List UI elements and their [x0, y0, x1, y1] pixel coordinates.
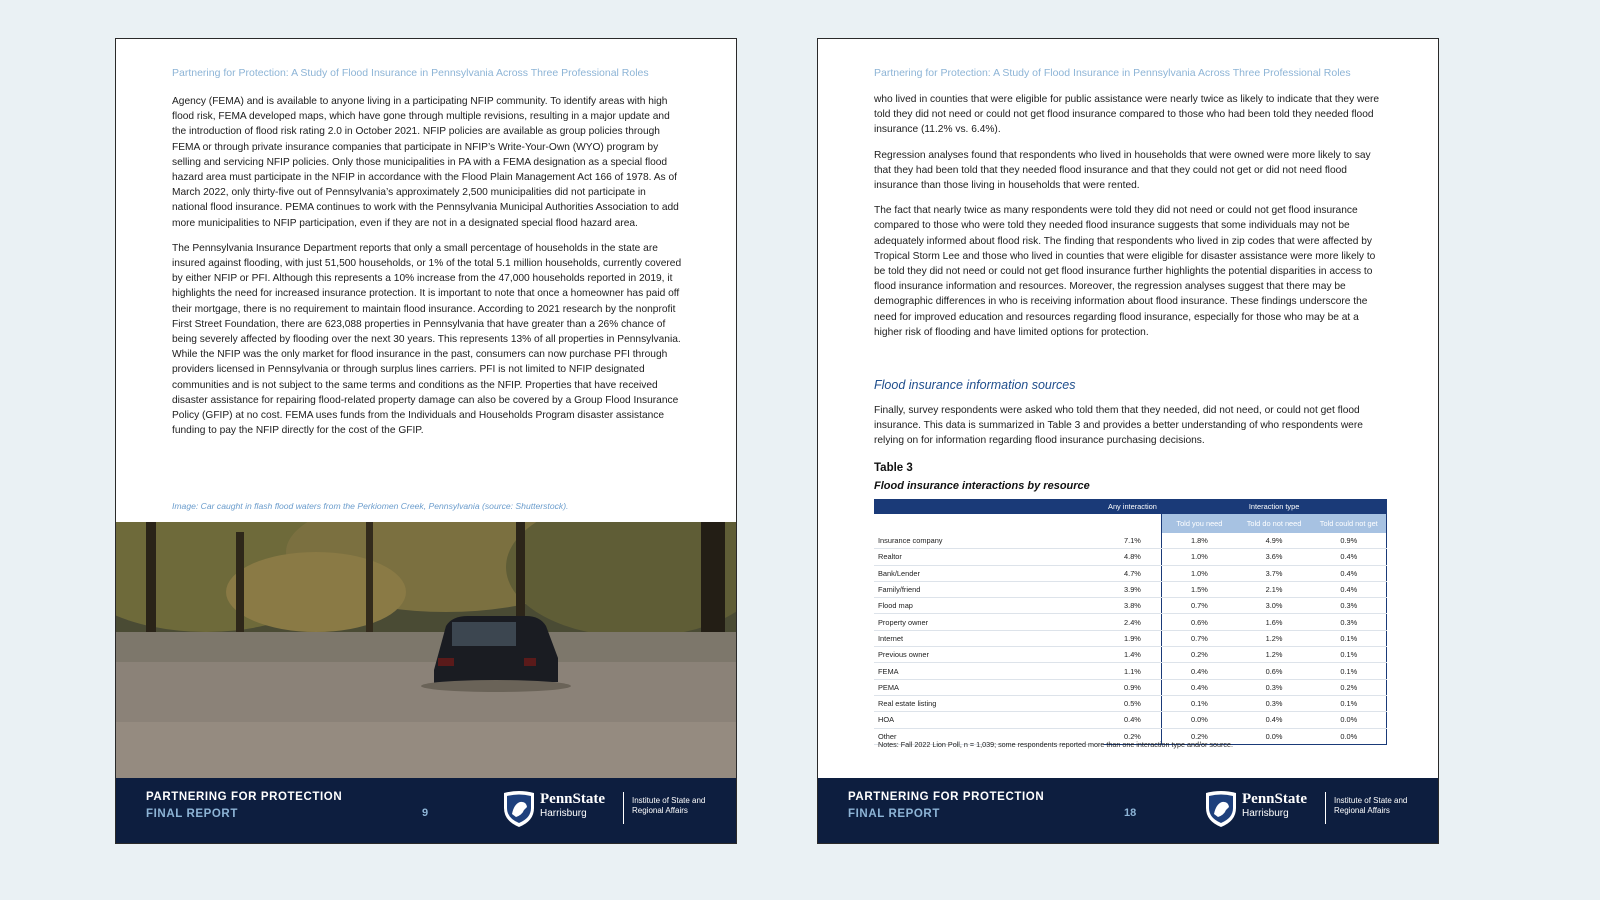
- cell-told-could-not-get: 0.1%: [1312, 663, 1387, 679]
- body-paragraph: The Pennsylvania Insurance Department reports that only a small percentage of households in the state are insured against flooding, with just 51,500 households, or 1% of the total 5.1 million households, currently covered by either NFIP or PFI. Although this represents a 10% increase from the 47,000 households reported in 2019, it highlights the need for increased insurance protection. It is important to note that once a homeowner has paid off their mortgage, there is no requirement to maintain flood insurance. According to 2021 research by the nonprofit First Street Foundation, there are 623,088 properties in Pennsylvania that have greater than a 26% chance of being severely affected by flooding over the next 30 years. This represents 13% of all properties in Pennsylvania. While the NFIP was the only market for flood insurance in the past, consumers can now purchase PFI through providers licensed in Pennsylvania or through surplus lines carriers. PFI is not limited to NFIP designated communities and is not subject to the same terms and conditions as the NFIP. Properties that have received disaster assistance for repairing flood-related property damage can also be covered by a Group Flood Insurance Policy (GFIP) at no cost. FEMA uses funds from the Individuals and Households Program disaster assistance funding to pay the NFIP directly for the cost of the GFIP.: [172, 242, 682, 437]
- logo-name: PennState: [540, 791, 605, 807]
- cell-told-you-need: 0.0%: [1162, 712, 1237, 728]
- running-head: Partnering for Protection: A Study of Flood Insurance in Pennsylvania Across Three Professional Roles: [172, 67, 649, 79]
- cell-any-interaction: 1.4%: [1104, 647, 1162, 663]
- cell-told-could-not-get: 0.4%: [1312, 549, 1387, 565]
- cell-told-do-not-need: 3.0%: [1237, 598, 1312, 614]
- table-row: [874, 630, 1387, 646]
- header-any-interaction: Any interaction: [1104, 499, 1162, 514]
- table-row: [874, 695, 1387, 711]
- cell-told-do-not-need: 1.6%: [1237, 614, 1312, 630]
- cell-any-interaction: 0.5%: [1104, 695, 1162, 711]
- pennstate-shield-icon: [1204, 790, 1238, 833]
- table-row: [874, 549, 1387, 565]
- table-row: [874, 712, 1387, 728]
- header-blank: [874, 514, 1104, 533]
- cell-told-you-need: 1.8%: [1162, 533, 1237, 549]
- cell-told-you-need: 1.0%: [1162, 565, 1237, 581]
- report-page-18: [817, 38, 1439, 844]
- cell-told-do-not-need: 1.2%: [1237, 647, 1312, 663]
- body-paragraph: who lived in counties that were eligible for public assistance were nearly twice as likely to indicate that they were told they did not need or could not get flood insurance compared to those who had been told they needed flood insurance (11.2% vs. 6.4%).: [874, 94, 1380, 136]
- cell-any-interaction: 4.8%: [1104, 549, 1162, 565]
- cell-told-you-need: 0.2%: [1162, 647, 1237, 663]
- cell-told-could-not-get: 0.3%: [1312, 614, 1387, 630]
- body-paragraph: Agency (FEMA) and is available to anyone living in a participating NFIP community. To identify areas with high flood risk, FEMA developed maps, which have gone through multiple revisions, resulting in a major update and the introduction of flood risk rating 2.0 in October 2021. NFIP policies are available as group policies through FEMA or through private insurance companies that participate in NFIP’s Write-Your-Own (WYO) program by selling and servicing NFIP policies. Only those municipalities in PA with a FEMA designation as a special flood hazard area must participate in the NFIP in accordance with the Flood Plain Management Act 166 of 1978. As of March 2022, only thirty-five out of Pennsylvania’s approximately 2,500 municipalities did not participate in national flood insurance. PEMA continues to work with the Pennsylvania Municipal Authorities Association to add more municipalities to NFIP participation, even if they are not in a designated special flood hazard area.: [172, 96, 679, 229]
- cell-told-do-not-need: 0.6%: [1237, 663, 1312, 679]
- table-sub-header-row: [874, 514, 1387, 533]
- cell-told-could-not-get: 0.0%: [1312, 728, 1387, 744]
- cell-resource: PEMA: [874, 679, 1104, 695]
- logo-name: PennState: [1242, 791, 1307, 807]
- cell-told-do-not-need: 1.2%: [1237, 630, 1312, 646]
- cell-resource: Other: [874, 728, 1104, 744]
- cell-any-interaction: 4.7%: [1104, 565, 1162, 581]
- cell-any-interaction: 0.9%: [1104, 679, 1162, 695]
- cell-any-interaction: 0.2%: [1104, 728, 1162, 744]
- table-subtitle: Flood insurance interactions by resource: [874, 480, 1090, 492]
- body-paragraph: Finally, survey respondents were asked who told them that they needed, did not need, or could not get flood insurance. This data is summarized in Table 3 and provides a better understanding of who respondents were relying on for information regarding flood insurance purchasing decisions.: [874, 405, 1363, 447]
- cell-any-interaction: 1.9%: [1104, 630, 1162, 646]
- header-interaction-type: Interaction type: [1162, 499, 1387, 514]
- footer-title: PARTNERING FOR PROTECTION: [146, 791, 343, 803]
- header-told-do-not-need: Told do not need: [1237, 514, 1312, 533]
- cell-told-do-not-need: 2.1%: [1237, 581, 1312, 597]
- cell-told-you-need: 0.4%: [1162, 663, 1237, 679]
- cell-any-interaction: 7.1%: [1104, 533, 1162, 549]
- table-notes: Notes: Fall 2022 Lion Poll, n = 1,039; some respondents reported more than one interaction type and/or source.: [878, 740, 1233, 749]
- header-told-could-not-get: Told could not get: [1312, 514, 1387, 533]
- cell-told-you-need: 0.1%: [1162, 695, 1237, 711]
- cell-resource: Previous owner: [874, 647, 1104, 663]
- cell-told-you-need: 0.6%: [1162, 614, 1237, 630]
- interactions-table: [874, 499, 1387, 745]
- table-row: [874, 565, 1387, 581]
- page-number: 18: [1124, 807, 1137, 819]
- logo-divider: [623, 792, 624, 824]
- table-row: [874, 647, 1387, 663]
- cell-told-do-not-need: 3.7%: [1237, 565, 1312, 581]
- cell-told-do-not-need: 0.0%: [1237, 728, 1312, 744]
- page-footer: [818, 778, 1438, 843]
- cell-resource: Insurance company: [874, 533, 1104, 549]
- logo-campus: Harrisburg: [540, 808, 587, 819]
- cell-told-could-not-get: 0.1%: [1312, 695, 1387, 711]
- institute-name: Institute of State and Regional Affairs: [1334, 796, 1408, 815]
- cell-told-do-not-need: 3.6%: [1237, 549, 1312, 565]
- cell-told-could-not-get: 0.2%: [1312, 679, 1387, 695]
- cell-told-you-need: 1.5%: [1162, 581, 1237, 597]
- logo-divider: [1325, 792, 1326, 824]
- table-row: [874, 598, 1387, 614]
- flood-photo: [116, 522, 736, 780]
- cell-told-could-not-get: 0.4%: [1312, 581, 1387, 597]
- pennstate-shield-icon: [502, 790, 536, 833]
- header-told-you-need: Told you need: [1162, 514, 1237, 533]
- cell-any-interaction: 0.4%: [1104, 712, 1162, 728]
- page-body: [874, 92, 1386, 350]
- table-row: [874, 533, 1387, 549]
- header-blank: [1104, 514, 1162, 533]
- cell-told-could-not-get: 0.1%: [1312, 647, 1387, 663]
- cell-any-interaction: 3.8%: [1104, 598, 1162, 614]
- cell-told-do-not-need: 0.3%: [1237, 695, 1312, 711]
- page-body: [172, 94, 684, 448]
- logo-campus: Harrisburg: [1242, 808, 1289, 819]
- table-group-header-row: [874, 499, 1387, 514]
- flooded-car-image: [116, 522, 736, 780]
- cell-resource: Internet: [874, 630, 1104, 646]
- cell-resource: Flood map: [874, 598, 1104, 614]
- body-paragraph: Regression analyses found that respondents who lived in households that were owned were more likely to say that they had been told that they needed flood insurance and that they could not get or did not need flood insurance than those living in households that were rented.: [874, 149, 1371, 192]
- cell-told-you-need: 0.4%: [1162, 679, 1237, 695]
- cell-told-you-need: 0.7%: [1162, 630, 1237, 646]
- cell-told-could-not-get: 0.3%: [1312, 598, 1387, 614]
- running-head: Partnering for Protection: A Study of Flood Insurance in Pennsylvania Across Three Professional Roles: [874, 67, 1351, 79]
- cell-told-could-not-get: 0.1%: [1312, 630, 1387, 646]
- cell-resource: Real estate listing: [874, 695, 1104, 711]
- page-number: 9: [422, 807, 429, 819]
- cell-told-you-need: 1.0%: [1162, 549, 1237, 565]
- cell-told-do-not-need: 0.3%: [1237, 679, 1312, 695]
- table-title: Table 3: [874, 462, 913, 474]
- cell-resource: Bank/Lender: [874, 565, 1104, 581]
- body-paragraph: The fact that nearly twice as many respondents were told they did not need or could not get flood insurance compared to those who were told they needed flood insurance suggests that some individuals may not be adequately informed about flood risk. The finding that respondents who lived in zip codes that were affected by Tropical Storm Lee and those who lived in counties that were eligible for disaster assistance were more likely to be told they did not need or could not get flood insurance further highlights the potential disparities in access to flood insurance information and resources. Moreover, the regression analyses suggest that there may be demographic differences in who is receiving information about flood insurance. These findings underscore the need for improved education and resources regarding flood insurance, especially for those who may be at a higher risk of flooding and have limited options for protection.: [874, 205, 1376, 338]
- cell-told-could-not-get: 0.4%: [1312, 565, 1387, 581]
- section-heading: Flood insurance information sources: [874, 378, 1076, 392]
- footer-subtitle: FINAL REPORT: [848, 808, 940, 820]
- table-row: [874, 614, 1387, 630]
- cell-resource: Realtor: [874, 549, 1104, 565]
- cell-any-interaction: 3.9%: [1104, 581, 1162, 597]
- institute-name: Institute of State and Regional Affairs: [632, 796, 706, 815]
- cell-resource: HOA: [874, 712, 1104, 728]
- image-caption: Image: Car caught in flash flood waters from the Perkiomen Creek, Pennsylvania (source: Shutterstock).: [172, 501, 569, 511]
- cell-resource: Family/friend: [874, 581, 1104, 597]
- cell-told-you-need: 0.7%: [1162, 598, 1237, 614]
- table-row: [874, 663, 1387, 679]
- cell-resource: Property owner: [874, 614, 1104, 630]
- footer-subtitle: FINAL REPORT: [146, 808, 238, 820]
- cell-told-do-not-need: 0.4%: [1237, 712, 1312, 728]
- cell-told-do-not-need: 4.9%: [1237, 533, 1312, 549]
- table-row: [874, 581, 1387, 597]
- section-body: [874, 403, 1386, 459]
- cell-any-interaction: 1.1%: [1104, 663, 1162, 679]
- cell-told-you-need: 0.2%: [1162, 728, 1237, 744]
- report-page-9: [115, 38, 737, 844]
- header-blank: [874, 499, 1104, 514]
- footer-title: PARTNERING FOR PROTECTION: [848, 791, 1045, 803]
- cell-told-could-not-get: 0.9%: [1312, 533, 1387, 549]
- cell-told-could-not-get: 0.0%: [1312, 712, 1387, 728]
- table-row: [874, 679, 1387, 695]
- page-footer: [116, 778, 736, 843]
- cell-any-interaction: 2.4%: [1104, 614, 1162, 630]
- cell-resource: FEMA: [874, 663, 1104, 679]
